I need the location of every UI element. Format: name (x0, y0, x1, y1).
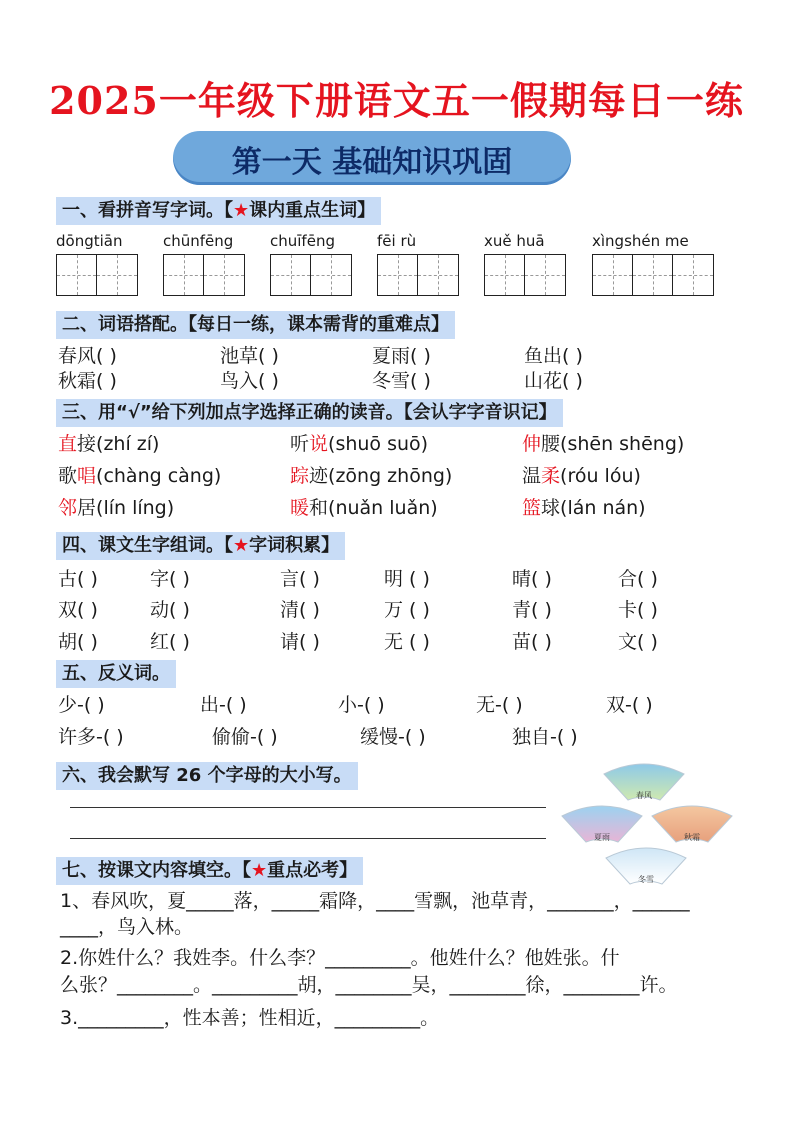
word-match-item: 山花( ) (524, 370, 583, 392)
word-group-item: 清( ) (280, 599, 320, 621)
antonym-item: 出-( ) (200, 694, 247, 716)
day-banner-text: 第一天 基础知识巩固 (231, 145, 513, 180)
antonym-item: 少-( ) (58, 694, 105, 716)
pinyin-label: chūnfēng (163, 232, 234, 250)
word-group-item: 明 ( ) (384, 568, 430, 590)
dotted-char: 邻 (58, 497, 78, 519)
grid-cell[interactable] (525, 255, 565, 295)
word-group-item: 红( ) (150, 631, 190, 653)
section-2-heading: 二、词语搭配。【每日一练，课本需背的重难点】 (56, 311, 455, 339)
word-group-item: 双( ) (58, 599, 98, 621)
word-rest: 歌 (58, 465, 78, 487)
word-group-item: 青( ) (512, 599, 552, 621)
word-rest: 迹 (309, 465, 329, 487)
writing-grid[interactable] (592, 254, 714, 296)
pinyin-label: xuě huā (484, 232, 545, 250)
word-match-item: 春风( ) (58, 345, 117, 367)
word-rest: 接 (77, 433, 97, 455)
word-rest: 球 (541, 497, 561, 519)
grid-cell[interactable] (378, 255, 418, 295)
pinyin-options[interactable]: (lán nán) (560, 497, 646, 519)
pinyin-options[interactable]: (róu lóu) (560, 465, 641, 487)
word-match-item: 池草( ) (220, 345, 279, 367)
section-4-heading: 四、课文生字组词。【★字词积累】 (56, 532, 345, 560)
pronunciation-item (522, 463, 641, 489)
fan-label: 夏雨 (594, 833, 610, 842)
star-icon: ★ (233, 535, 250, 556)
word-rest: 居 (77, 497, 97, 519)
grid-cell[interactable] (593, 255, 633, 295)
writing-grid[interactable] (484, 254, 566, 296)
dotted-char: 篮 (522, 497, 542, 519)
word-group-item: 苗( ) (512, 631, 552, 653)
word-rest: 温 (522, 465, 542, 487)
section-7-heading: 七、按课文内容填空。【★重点必考】 (56, 857, 363, 885)
pronunciation-item (290, 495, 438, 521)
grid-cell[interactable] (485, 255, 525, 295)
pronunciation-item (58, 463, 221, 489)
grid-cell[interactable] (57, 255, 97, 295)
pinyin-label: dōngtiān (56, 232, 123, 250)
pinyin-label: chuīfēng (270, 232, 335, 250)
dotted-char: 说 (309, 433, 329, 455)
page-title: 2025一年级下册语文五一假期每日一练 (49, 78, 744, 123)
season-fan-image (650, 802, 734, 846)
antonym-item: 许多-( ) (58, 726, 124, 748)
fill-question-1b: ____，鸟入林。 (60, 916, 194, 938)
pronunciation-item (58, 431, 159, 457)
antonym-item: 小-( ) (338, 694, 385, 716)
pinyin-options[interactable]: (nuǎn luǎn) (328, 497, 438, 519)
word-rest: 听 (290, 433, 310, 455)
word-group-item: 晴( ) (512, 568, 552, 590)
pinyin-options[interactable]: (shuō suō) (328, 433, 429, 455)
dotted-char: 踪 (290, 465, 310, 487)
season-fan-image (604, 844, 688, 888)
antonym-item: 缓慢-( ) (360, 726, 426, 748)
writing-grid[interactable] (270, 254, 352, 296)
dotted-char: 伸 (522, 433, 542, 455)
writing-line[interactable] (70, 838, 546, 839)
word-group-item: 请( ) (280, 631, 320, 653)
fan-label: 秋霜 (684, 833, 700, 842)
antonym-item: 双-( ) (606, 694, 653, 716)
dotted-char: 暖 (290, 497, 310, 519)
section-5-heading: 五、反义词。 (56, 660, 176, 688)
word-match-item: 鱼出( ) (524, 345, 583, 367)
word-group-item: 古( ) (58, 568, 98, 590)
pronunciation-item (290, 431, 428, 457)
pinyin-label: xìngshén me (592, 232, 689, 250)
word-group-item: 言( ) (280, 568, 320, 590)
dotted-char: 唱 (77, 465, 97, 487)
grid-cell[interactable] (418, 255, 458, 295)
dotted-char: 柔 (541, 465, 561, 487)
fill-question-1a: 1、春风吹，夏_____落，_____霜降，____雪飘，池草青，_______，______ (60, 890, 690, 912)
fan-label: 冬雪 (638, 875, 654, 884)
fill-question-3: 3._________，性本善；性相近，_________。 (60, 1007, 440, 1029)
word-rest: 腰 (541, 433, 561, 455)
pinyin-label: fēi rù (377, 232, 417, 250)
word-match-item: 冬雪( ) (372, 370, 431, 392)
pinyin-options[interactable]: (lín líng) (96, 497, 175, 519)
antonym-item: 独自-( ) (512, 726, 578, 748)
fill-question-2b: 么张？________。_________胡，________吴，________徐，________许。 (60, 974, 678, 996)
word-match-item: 秋霜( ) (58, 370, 117, 392)
word-group-item: 文( ) (618, 631, 658, 653)
season-fan-image (602, 760, 686, 804)
star-icon: ★ (251, 860, 268, 881)
pronunciation-item (290, 463, 452, 489)
grid-cell[interactable] (271, 255, 311, 295)
grid-cell[interactable] (633, 255, 673, 295)
pinyin-options[interactable]: (zōng zhōng) (328, 465, 453, 487)
writing-line[interactable] (70, 807, 546, 808)
pinyin-options[interactable]: (chàng càng) (96, 465, 222, 487)
season-fan-image (560, 802, 644, 846)
dotted-char: 直 (58, 433, 78, 455)
grid-cell[interactable] (204, 255, 244, 295)
word-group-item: 卡( ) (618, 599, 658, 621)
word-rest: 和 (309, 497, 329, 519)
grid-cell[interactable] (311, 255, 351, 295)
writing-grid[interactable] (56, 254, 138, 296)
fill-question-2a: 2.你姓什么？我姓李。什么李？_________。他姓什么？他姓张。什 (60, 947, 620, 969)
grid-cell[interactable] (97, 255, 137, 295)
pinyin-options[interactable]: (shēn shēng) (560, 433, 685, 455)
writing-grid[interactable] (377, 254, 459, 296)
word-match-item: 夏雨( ) (372, 345, 431, 367)
pinyin-options[interactable]: (zhí zí) (96, 433, 160, 455)
word-match-item: 鸟入( ) (220, 370, 279, 392)
fan-label: 春风 (636, 791, 652, 800)
word-group-item: 合( ) (618, 568, 658, 590)
word-group-item: 无 ( ) (384, 631, 430, 653)
word-group-item: 字( ) (150, 568, 190, 590)
antonym-item: 偷偷-( ) (212, 726, 278, 748)
word-group-item: 胡( ) (58, 631, 98, 653)
writing-grid[interactable] (163, 254, 245, 296)
word-group-item: 万 ( ) (384, 599, 430, 621)
word-group-item: 动( ) (150, 599, 190, 621)
section-1-heading: 一、看拼音写字词。【★课内重点生词】 (56, 197, 381, 225)
section-6-heading: 六、我会默写 26 个字母的大小写。 (56, 762, 358, 790)
pronunciation-item (522, 431, 684, 457)
antonym-item: 无-( ) (476, 694, 523, 716)
pronunciation-item (522, 495, 646, 521)
pronunciation-item (58, 495, 174, 521)
grid-cell[interactable] (164, 255, 204, 295)
grid-cell[interactable] (673, 255, 713, 295)
section-3-heading: 三、用“√”给下列加点字选择正确的读音。【会认字字音识记】 (56, 399, 563, 427)
star-icon: ★ (233, 200, 250, 221)
